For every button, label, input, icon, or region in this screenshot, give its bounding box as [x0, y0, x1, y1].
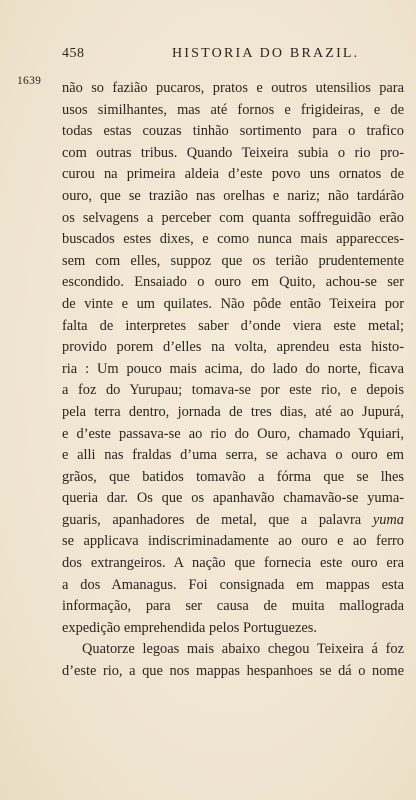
text-line: não so fazião pucaros, pratos e outros utensilios para: [62, 80, 404, 96]
body-text: [62, 78, 404, 683]
text-line: escondido. Ensaiado o ouro em Quito, achou-se ser: [62, 274, 404, 291]
text-line: pela terra dentro, jornada de tres dias, até ao Jupurá,: [62, 403, 404, 420]
text-line: e d’este passava-se ao rio do Ouro, chamado Yquiari,: [62, 425, 404, 442]
text-line: se applicava indiscriminadamente ao ouro e ao ferro: [62, 533, 404, 550]
page-number: 458: [62, 46, 85, 61]
text-line: sem com elles, suppoz que os terião prudentemente: [62, 252, 404, 269]
text-line: dos extrangeiros. A nação que fornecia este ouro era: [62, 555, 404, 572]
text-line: provido porem d’elles na volta, aprendeu esta histo-: [62, 339, 404, 356]
text-line: ria : Um pouco mais acima, do lado do norte, ficava: [62, 360, 404, 377]
text-line: d’este rio, a que nos mappas hespanhoes se dá o nome: [62, 663, 404, 680]
text-line: ouro, que se trazião nas orelhas e nariz; não tardárão: [62, 187, 404, 204]
paragraph-start-line: Quatorze legoas mais abaixo chegou Teixeira á foz: [82, 641, 404, 658]
text-line: usos similhantes, mas até fornos e frigideiras, e de: [62, 101, 404, 118]
text-line: grãos, que batidos tomavão a fórma que se lhes: [62, 468, 404, 485]
text-line: os selvagens a perceber com quanta soffreguidão erão: [62, 209, 404, 226]
text-line: informação, para ser causa de muita mallograda: [62, 598, 404, 615]
running-title: HISTORIA DO BRAZIL.: [172, 46, 360, 61]
text-line: a foz do Yurupau; tomava-se por este rio, e depois: [62, 382, 404, 399]
text-line: queria dar. Os que os apanhavão chamavão-se yuma-: [62, 490, 404, 507]
italic-word: yuma: [372, 511, 404, 528]
text-line: a dos Amanagus. Foi consignada em mappas esta: [62, 576, 404, 593]
text-line-with-italic: [62, 510, 404, 532]
text-line: curou na primeira aldeia d’este povo uns ornatos de: [62, 166, 404, 183]
paragraph-end-line: expedição emprehendida pelos Portuguezes.: [62, 619, 317, 636]
page-header: [62, 46, 404, 66]
text-line: falta de interpretes saber d’onde viera este metal;: [62, 317, 404, 334]
margin-year-note: 1639: [17, 75, 42, 87]
text-line: e alli nas fraldas d’uma serra, se achava o ouro em: [62, 447, 404, 464]
text-line: com outras tribus. Quando Teixeira subia o rio pro-: [62, 144, 404, 161]
text-line: todas estas couzas tinhão sortimento para o trafico: [62, 123, 404, 140]
text-line: buscados estes dixes, e como nunca mais apparecces-: [62, 231, 404, 248]
text-line: de vinte e um quilates. Não pôde então Teixeira por: [62, 295, 404, 312]
text-segment: guaris, apanhadores de metal, que a palavra: [62, 511, 373, 528]
